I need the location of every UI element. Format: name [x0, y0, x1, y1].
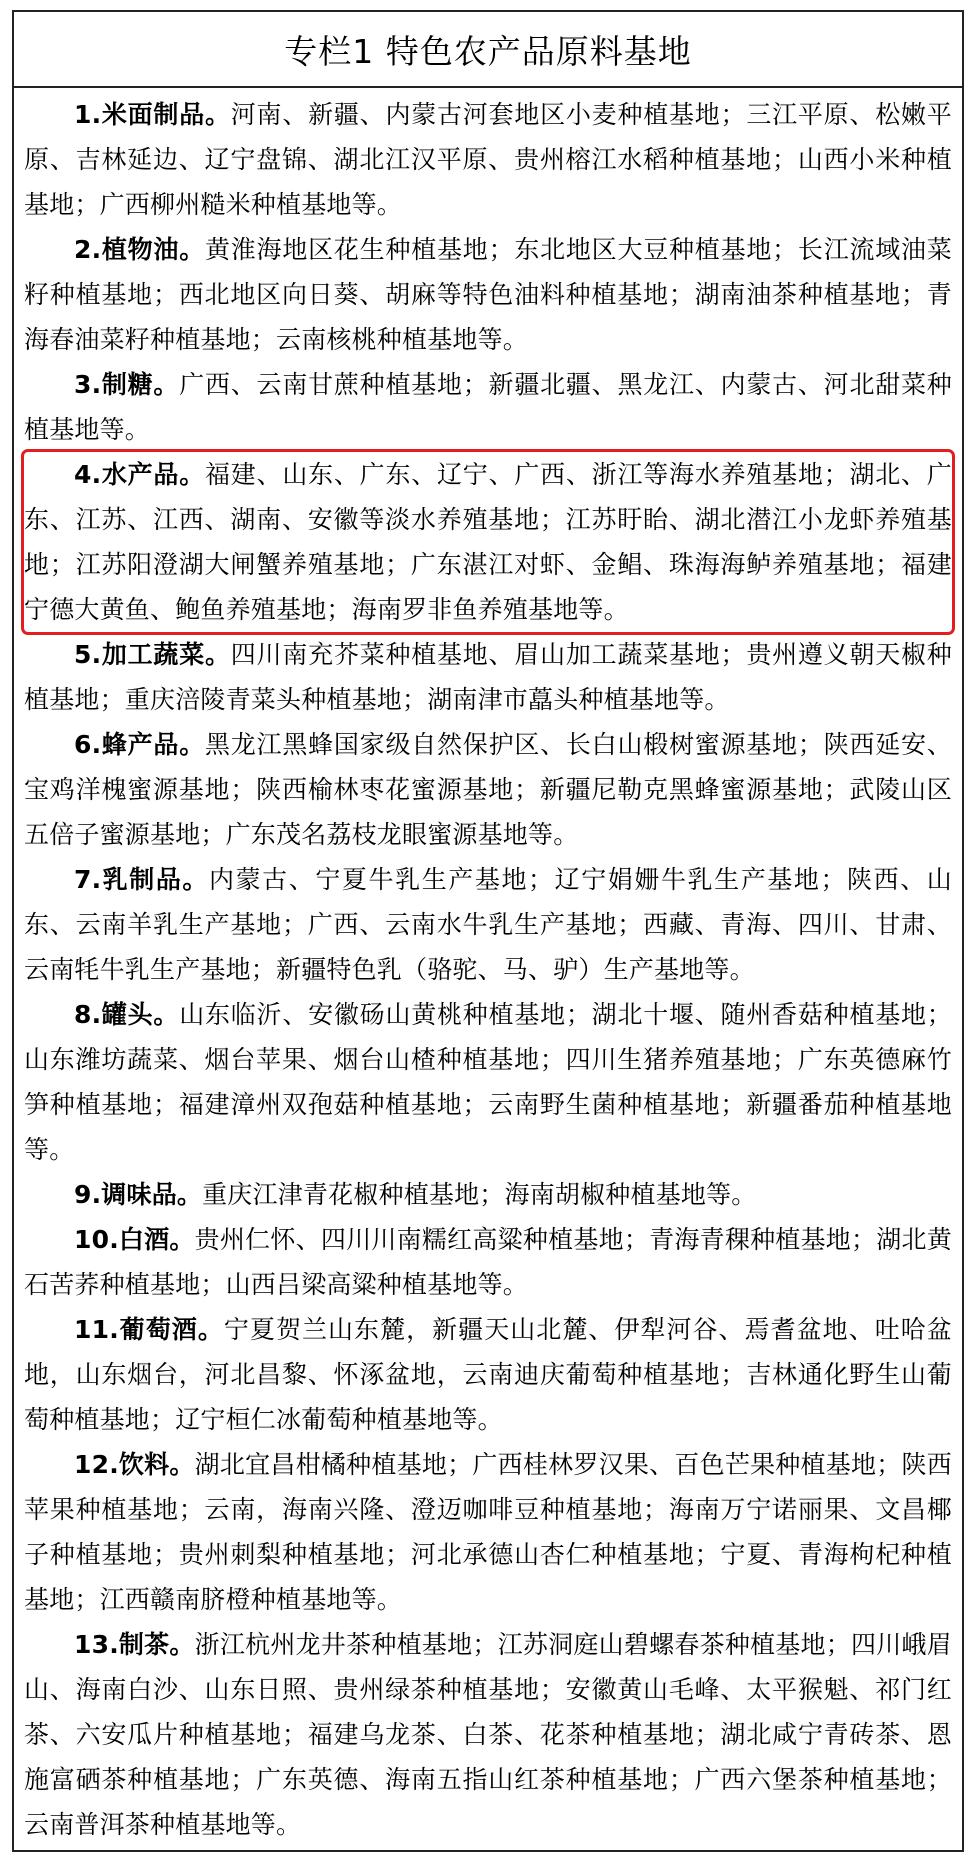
item-text: 四川南充芥菜种植基地、眉山加工蔬菜基地；贵州遵义朝天椒种植基地；重庆涪陵青菜头种植基地；湖南津市藠头种植基地等。	[24, 640, 952, 714]
item-beverages	[24, 1442, 952, 1622]
item-canned-food	[24, 992, 952, 1172]
column-title: 专栏1 特色农产品原料基地	[14, 12, 962, 88]
item-dairy	[24, 857, 952, 992]
item-wine	[24, 1307, 952, 1442]
item-label: 11.葡萄酒。	[74, 1315, 224, 1344]
item-aquatic-products-highlighted	[24, 452, 952, 632]
item-rice-flour	[24, 92, 952, 227]
item-text: 黑龙江黑蜂国家级自然保护区、长白山椴树蜜源基地；陕西延安、宝鸡洋槐蜜源基地；陕西榆林枣花蜜源基地；新疆尼勒克黑蜂蜜源基地；武陵山区五倍子蜜源基地；广东茂名荔枝龙眼蜜源基地等。	[24, 730, 953, 849]
item-label: 10.白酒。	[74, 1225, 195, 1254]
item-text: 黄淮海地区花生种植基地；东北地区大豆种植基地；长江流域油菜籽种植基地；西北地区向日葵、胡麻等特色油料种植基地；湖南油茶种植基地；青海春油菜籽种植基地；云南核桃种植基地等。	[24, 235, 953, 354]
item-text: 湖北宜昌柑橘种植基地；广西桂林罗汉果、百色芒果种植基地；陕西苹果种植基地；云南，海南兴隆、澄迈咖啡豆种植基地；海南万宁诺丽果、文昌椰子种植基地；贵州刺梨种植基地；河北承德山杏仁种植基地；宁夏、青海枸杞种植基地；江西赣南脐橙种植基地等。	[24, 1450, 952, 1614]
item-label: 2.植物油。	[74, 235, 205, 264]
item-seasonings	[24, 1172, 952, 1217]
item-vegetable-oil	[24, 227, 952, 362]
item-label: 6.蜂产品。	[74, 730, 205, 759]
item-sugar	[24, 362, 952, 452]
item-bee-products	[24, 722, 952, 857]
item-label: 7.乳制品。	[74, 865, 210, 894]
item-processed-vegetables	[24, 632, 952, 722]
item-text: 重庆江津青花椒种植基地；海南胡椒种植基地等。	[202, 1180, 757, 1209]
item-text: 浙江杭州龙井茶种植基地；江苏洞庭山碧螺春茶种植基地；四川峨眉山、海南白沙、山东日照、贵州绿茶种植基地；安徽黄山毛峰、太平猴魁、祁门红茶、六安瓜片种植基地；福建乌龙茶、白茶、花茶种植基地；湖北咸宁青砖茶、恩施富硒茶种植基地；广东英德、海南五指山红茶种植基地；广西六堡茶种植基地；云南普洱茶种植基地等。	[24, 1630, 952, 1839]
item-label: 9.调味品。	[74, 1180, 203, 1209]
item-text: 福建、山东、广东、辽宁、广西、浙江等海水养殖基地；湖北、广东、江苏、江西、湖南、安徽等淡水养殖基地；江苏盱眙、湖北潜江小龙虾养殖基地；江苏阳澄湖大闸蟹养殖基地；广东湛江对虾、金鲳、珠海海鲈养殖基地；福建宁德大黄鱼、鲍鱼养殖基地；海南罗非鱼养殖基地等。	[24, 460, 953, 624]
item-liquor	[24, 1217, 952, 1307]
item-text: 河南、新疆、内蒙古河套地区小麦种植基地；三江平原、松嫩平原、吉林延边、辽宁盘锦、湖北江汉平原、贵州榕江水稻种植基地；山西小米种植基地；广西柳州糙米种植基地等。	[24, 100, 952, 219]
item-label: 8.罐头。	[74, 1000, 180, 1029]
item-label: 3.制糖。	[74, 370, 180, 399]
item-text: 广西、云南甘蔗种植基地；新疆北疆、黑龙江、内蒙古、河北甜菜种植基地等。	[24, 370, 952, 444]
item-label: 12.饮料。	[74, 1450, 195, 1479]
item-label: 1.米面制品。	[74, 100, 231, 129]
column-box	[12, 10, 964, 1852]
item-label: 4.水产品。	[74, 460, 205, 489]
item-label: 13.制茶。	[74, 1630, 195, 1659]
item-tea	[24, 1622, 952, 1847]
item-text: 内蒙古、宁夏牛乳生产基地；辽宁娟姗牛乳生产基地；陕西、山东、云南羊乳生产基地；广西、云南水牛乳生产基地；西藏、青海、四川、甘肃、云南牦牛乳生产基地；新疆特色乳（骆驼、马、驴）生产基地等。	[24, 865, 952, 984]
item-text: 贵州仁怀、四川川南糯红高粱种植基地；青海青稞种植基地；湖北黄石苦荞种植基地；山西吕梁高粱种植基地等。	[24, 1225, 952, 1299]
item-label: 5.加工蔬菜。	[74, 640, 231, 669]
item-text: 山东临沂、安徽砀山黄桃种植基地；湖北十堰、随州香菇种植基地；山东潍坊蔬菜、烟台苹果、烟台山楂种植基地；四川生猪养殖基地；广东英德麻竹笋种植基地；福建漳州双孢菇种植基地；云南野生菌种植基地；新疆番茄种植基地等。	[24, 1000, 952, 1164]
column-content	[14, 88, 962, 1847]
item-text: 宁夏贺兰山东麓，新疆天山北麓、伊犁河谷、焉耆盆地、吐哈盆地，山东烟台，河北昌黎、怀涿盆地，云南迪庆葡萄种植基地；吉林通化野生山葡萄种植基地；辽宁桓仁冰葡萄种植基地等。	[24, 1315, 953, 1434]
